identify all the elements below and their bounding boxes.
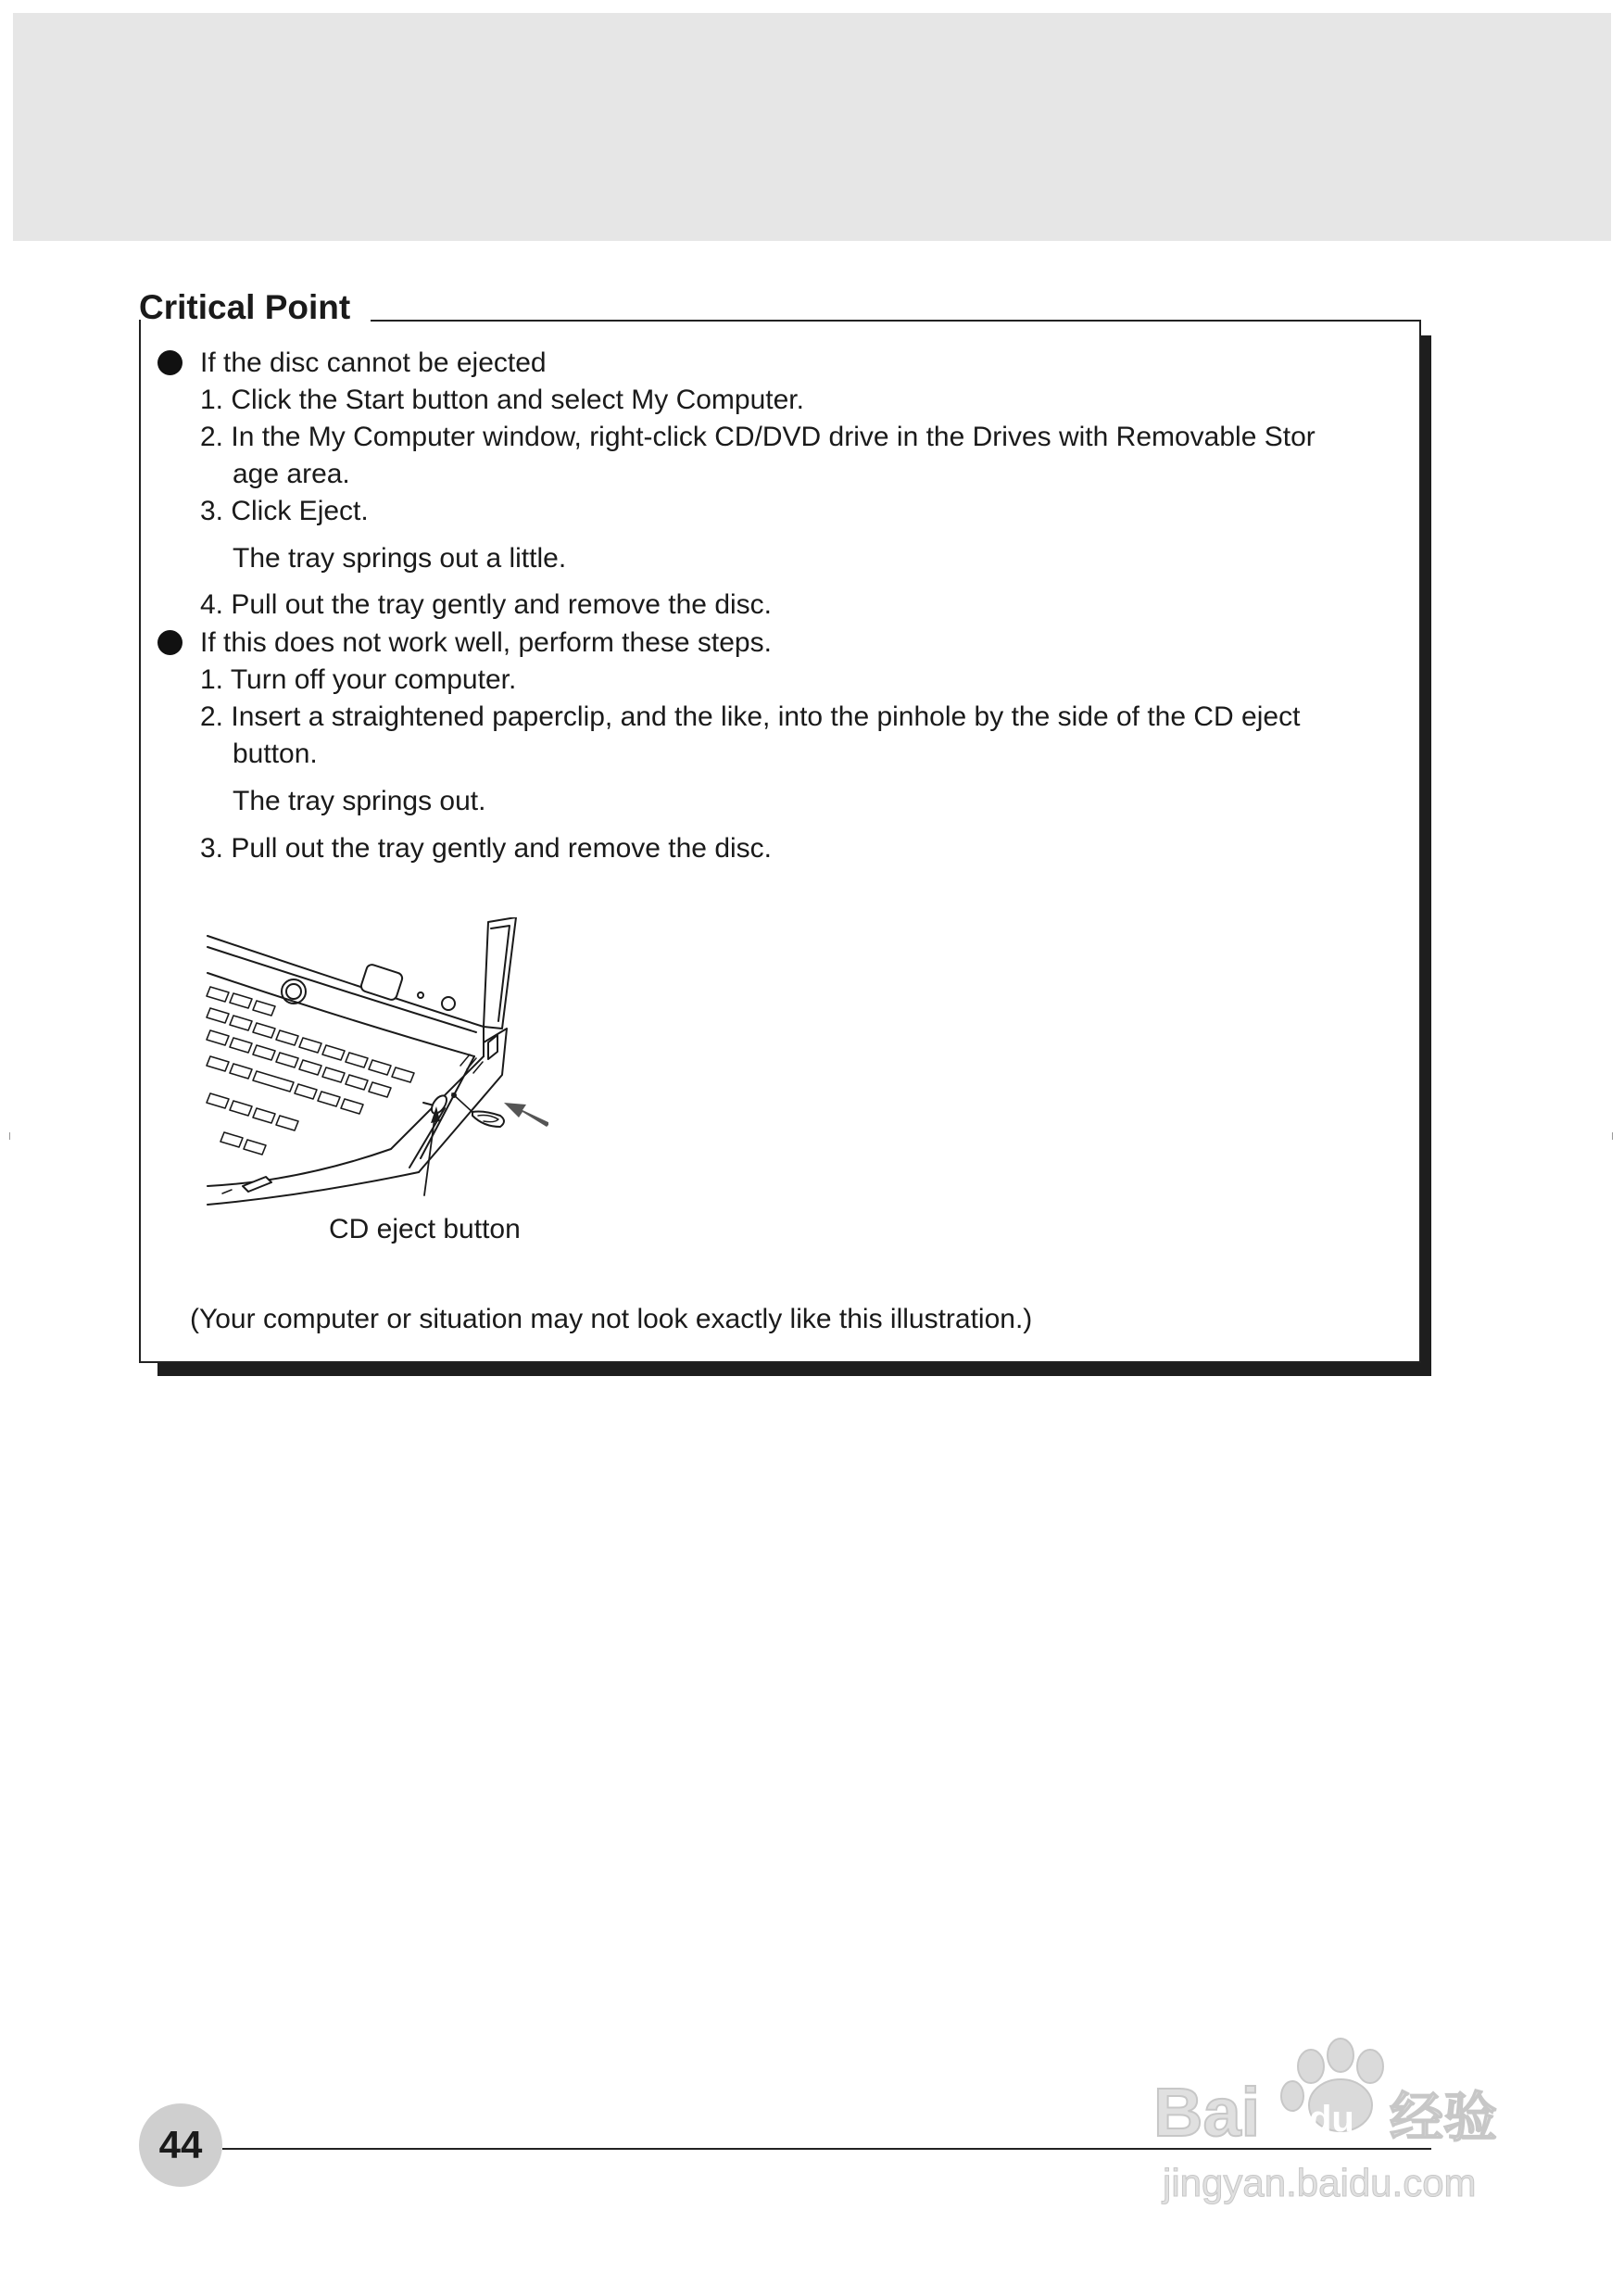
- section1-step3-note: The tray springs out a little.: [233, 543, 567, 574]
- crop-mark: [1612, 1132, 1613, 1140]
- svg-text:jingyan.baidu.com: jingyan.baidu.com: [1163, 2161, 1477, 2204]
- svg-text:经验: 经验: [1390, 2086, 1498, 2149]
- header-band: [13, 13, 1611, 241]
- section2-step2-line1: 2. Insert a straightened paperclip, and the like, into the pinhole by the side of the CD eject: [200, 701, 1301, 732]
- section1-step2-line2: age area.: [233, 459, 350, 489]
- illustration-disclaimer: (Your computer or situation may not look exactly like this illustration.): [190, 1304, 1033, 1334]
- critical-point-title: Critical Point: [139, 288, 351, 326]
- section2-step2-line2: button.: [233, 739, 318, 769]
- laptop-illustration: [206, 917, 548, 1246]
- baidu-jingyan-watermark: [1144, 2020, 1524, 2215]
- svg-text:du: du: [1309, 2099, 1354, 2140]
- section1-step4: 4. Pull out the tray gently and remove the disc.: [200, 589, 773, 620]
- section2-step3: 3. Pull out the tray gently and remove the disc.: [200, 833, 773, 864]
- bullet-icon: [157, 350, 183, 375]
- section1-heading: If the disc cannot be ejected: [200, 347, 547, 378]
- section1-step1: 1. Click the Start button and select My Computer.: [200, 385, 804, 415]
- critical-point-top-rule: [371, 320, 1419, 322]
- bullet-icon: [157, 630, 183, 655]
- section2-heading: If this does not work well, perform these steps.: [200, 627, 772, 658]
- section1-step3: 3. Click Eject.: [200, 496, 369, 526]
- crop-mark: [9, 1132, 10, 1140]
- page-number: 44: [139, 2103, 222, 2187]
- cd-eject-button-label: CD eject button: [329, 1214, 521, 1244]
- section2-step1: 1. Turn off your computer.: [200, 664, 517, 695]
- section1-step2-line1: 2. In the My Computer window, right-click CD/DVD drive in the Drives with Removable Stor: [200, 422, 1316, 452]
- svg-text:Bai: Bai: [1153, 2074, 1261, 2151]
- section2-step2-note: The tray springs out.: [233, 786, 486, 816]
